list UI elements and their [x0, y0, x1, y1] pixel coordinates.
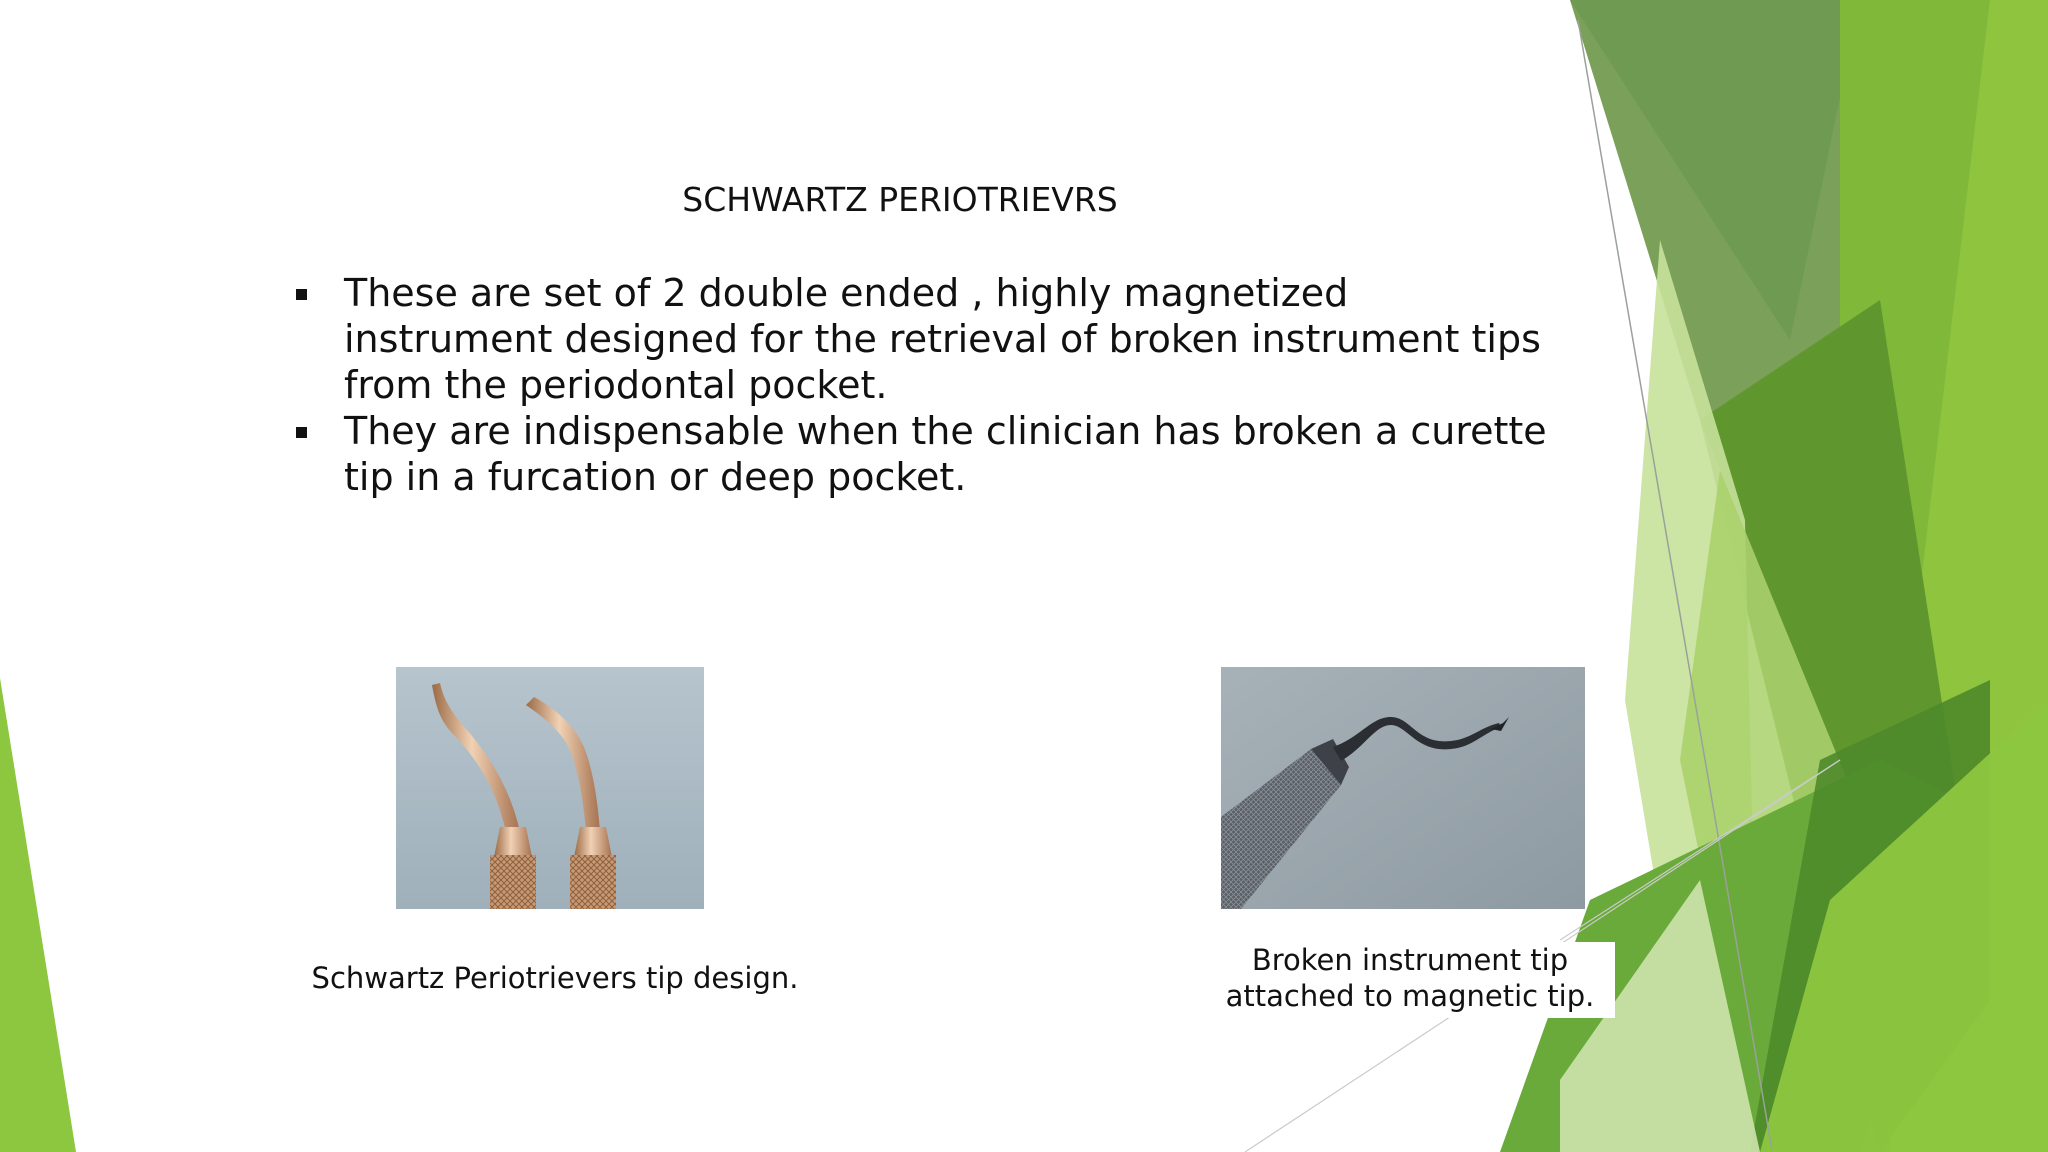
bullet-item [296, 408, 1556, 500]
square-bullet-icon [296, 289, 307, 300]
figure-caption-1: Schwartz Periotrievers tip design. [311, 961, 799, 995]
square-bullet-icon [296, 427, 307, 438]
instrument-tips-photo [396, 667, 704, 909]
magnetic-tip-photo [1221, 667, 1585, 909]
slide-title: SCHWARTZ PERIOTRIEVRS [682, 180, 1118, 219]
bullet-text: They are indispensable when the clinician has broken a curette tip in a furcation or deep pocket. [344, 409, 1547, 499]
bullet-item [296, 270, 1556, 408]
bullet-text: These are set of 2 double ended , highly magnetized instrument designed for the retrieval of broken instrument tips from the periodontal pocket. [344, 271, 1541, 407]
figure-caption-2: Broken instrument tip attached to magnetic tip. [1205, 942, 1615, 1018]
